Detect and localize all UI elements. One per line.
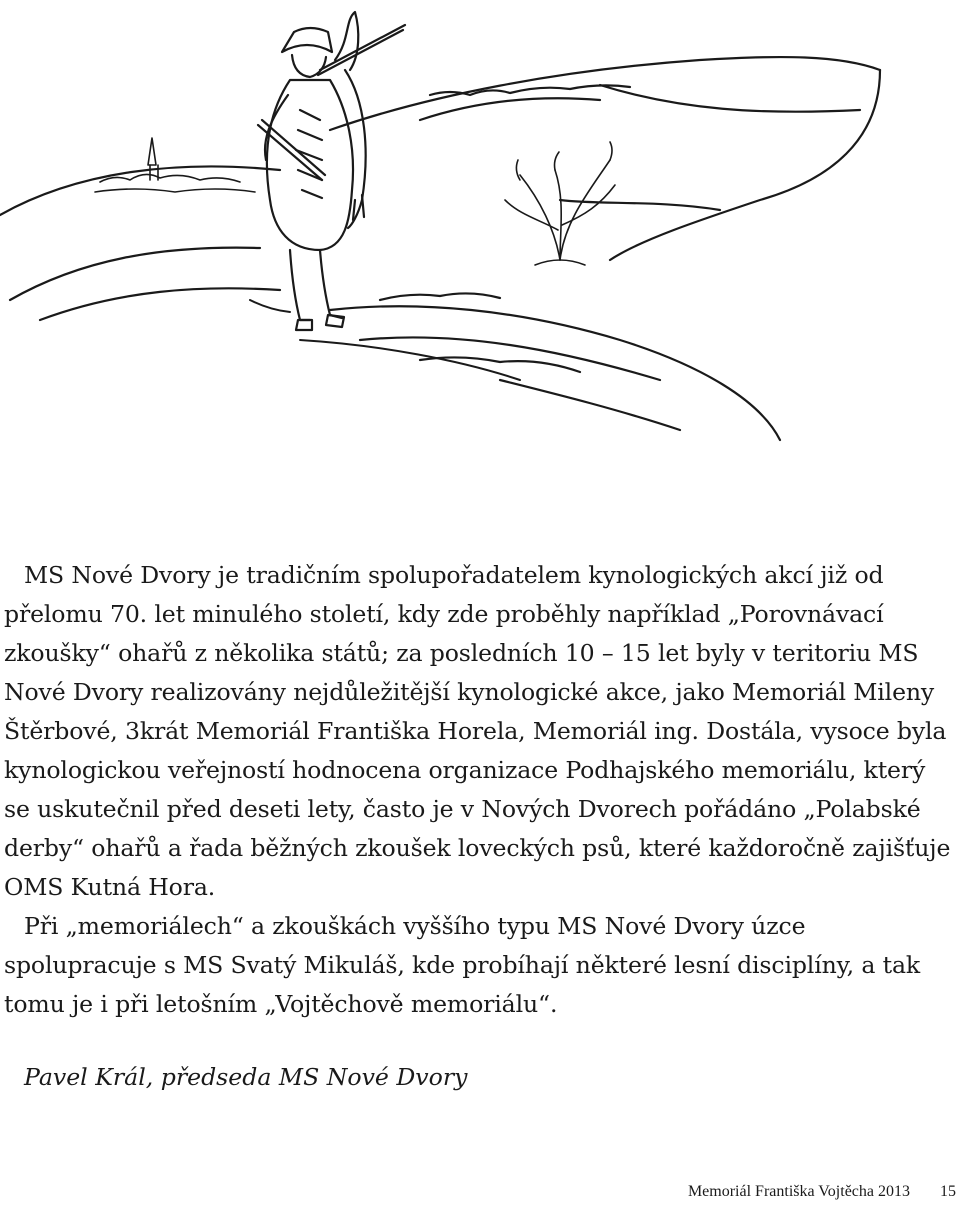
article-paragraph: MS Nové Dvory je tradičním spolupořadatelem kynologických akcí již od přelomu 70. let minulého století, kdy zde proběhly například „Porovnávací zkoušky“ ohařů z několika států; za posledních 10 – 15 let byly v teritoriu MS Nové Dvory realizovány nejdůležitější kynologické akce, jako Memoriál Mileny Štěrbové, 3krát Memoriál Františka Horela, Memoriál ing. Dostála, vysoce byla kynologickou veřejností hodnocena organizace Podhajského memoriálu, který se uskutečnil před deseti lety, často je v Nových Dvorech pořádáno „Polabské derby“ ohařů a řada běžných zkoušek loveckých psů, které každoročně zajišťuje OMS Kutná Hora.: [4, 561, 951, 901]
article-paragraph: Při „memoriálech“ a zkouškách vyššího typu MS Nové Dvory úzce spolupracuje s MS Svatý Mikuláš, kde probíhají některé lesní disciplíny, a tak tomu je i při letošním „Vojtěchově memoriálu“.: [4, 912, 921, 1018]
hills-sketch: [0, 57, 880, 440]
bush-sketch: [505, 142, 615, 265]
village-sketch: [95, 138, 255, 192]
hunter-drawing: [0, 0, 960, 450]
signature: Pavel Král, předseda MS Nové Dvory: [24, 1063, 468, 1091]
article-body: [4, 556, 954, 1024]
page-number: 15: [940, 1183, 956, 1200]
page-footer: [688, 1182, 956, 1202]
hunter-illustration: [0, 0, 960, 450]
publication-title: Memoriál Františka Vojtěcha 2013: [687, 1183, 910, 1200]
